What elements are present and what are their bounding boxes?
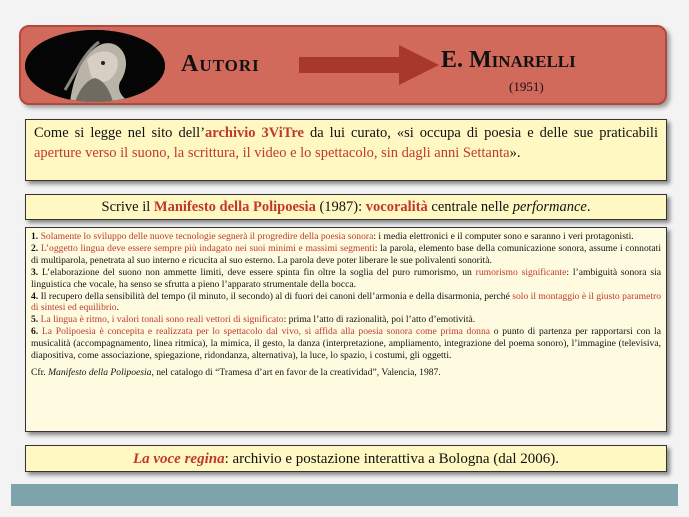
arrow-right-icon bbox=[299, 45, 439, 85]
portrait-image bbox=[25, 30, 165, 102]
bottom-bar bbox=[11, 484, 678, 506]
point-item: 1. Solamente lo sviluppo delle nuove tecnologie segnerà il progredire della poesia sonora: i media elettronici e il computer sono e saranno i veri protagonisti. bbox=[31, 231, 634, 242]
intro-text: ». bbox=[509, 145, 521, 161]
author-year: (1951) bbox=[509, 79, 544, 94]
intro-text: Come si legge nel sito dell’ bbox=[34, 125, 206, 141]
point-item: 5. La lingua è ritmo, i valori tonali sono reali vettori di significato: prima l’atto di razionalità, poi l’atto d’emotività. bbox=[31, 314, 476, 326]
intro-highlight: aperture verso il suono, la scrittura, il video e lo spettacolo, sin dagli anni Settanta bbox=[34, 145, 510, 161]
author-photo bbox=[25, 30, 165, 102]
watermark bbox=[480, 2, 486, 18]
manifesto-keyword: vocoralità bbox=[365, 199, 428, 215]
intro-text: da lui curato, «si occupa di poesia e delle sue praticabili bbox=[303, 125, 658, 141]
point-item: 4. Il recupero della sensibilità del tempo (il minuto, il secondo) al di fuori dei canoni dell’armonia e della disarmonia, perché solo il montaggio è il giusto parametro di sintesi ed equilibrio. bbox=[31, 290, 661, 314]
manifesto-points-box bbox=[25, 227, 667, 432]
voce-regina-box bbox=[25, 445, 667, 472]
manifesto-performance: performance bbox=[512, 199, 587, 215]
voce-regina-text: : archivio e postazione interattiva a Bologna (dal 2006). bbox=[224, 451, 560, 467]
manifesto-text: centrale nelle bbox=[427, 199, 513, 215]
intro-box bbox=[25, 119, 667, 181]
manifesto-text: (1987): bbox=[315, 199, 366, 215]
manifesto-text: . bbox=[586, 199, 591, 215]
header-banner bbox=[19, 25, 667, 105]
manifesto-title: Manifesto della Polipoesia bbox=[153, 199, 316, 215]
citation: Cfr. Manifesto della Polipoesia, nel catalogo di “Tramesa d’art en favor de la creatividad”, Valencia, 1987. bbox=[31, 366, 441, 378]
point-item: 3. L’elaborazione del suono non ammette limiti, deve essere spinta fin oltre la soglia del puro rumorismo, un rumorismo significante: l’ambiguità sonora sia linguistica che vocale, ha senso se sfrutta a pieno l’apparato strumentale della bocca. bbox=[31, 266, 661, 290]
title-authors: Autori bbox=[181, 51, 260, 77]
manifesto-box bbox=[25, 194, 667, 220]
voce-regina-title: La voce regina bbox=[132, 451, 225, 467]
title-author-name: E. Minarelli bbox=[441, 47, 576, 73]
archive-link[interactable]: archivio 3ViTre bbox=[205, 125, 304, 141]
point-item: 2. L’oggetto lingua deve essere sempre più indagato nei suoi minimi e massimi segmenti: la parola, elemento base della comunicazione sonora, assume i connotati di multiparola, penetrata al suo interno e ricucita al suo esterno. La parola deve poter liberare le sue polivalenti sonorità. bbox=[31, 242, 661, 266]
point-item: 6. La Polipoesia è concepita e realizzata per lo spettacolo dal vivo, si affida alla poesia sonora come prima donna o punto di partenza per rapportarsi con la musicalità (accompagnamento, linea ritmica), la mimica, il gesto, la danza (interpretazione, ampliamento, integrazione del poema sonoro), l’immagine (televisiva, diapositiva, come associazione, spiegazione, ridondanza, alternativa), la luce, lo spazio, i costumi, gli oggetti. bbox=[31, 326, 661, 362]
manifesto-text: Scrive il bbox=[101, 199, 154, 215]
